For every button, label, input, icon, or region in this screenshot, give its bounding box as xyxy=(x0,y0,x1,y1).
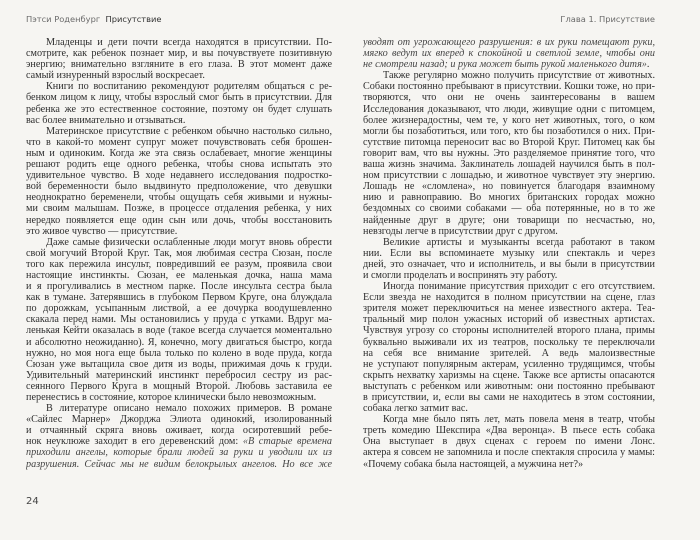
line-text: В литературе описано немало похожих примеров. В романе xyxy=(46,403,332,415)
text-line xyxy=(26,137,332,148)
text-line xyxy=(363,126,655,137)
line-text: решают родить еще одного ребенка, чтобы снова испытать это xyxy=(26,159,332,171)
text-line xyxy=(363,226,655,237)
line-text: по дорожкам, усыпанным листвой, а ее дочурка воодушевленно xyxy=(26,303,332,315)
line-text: невзгоды легче в присутствии друг с другом. xyxy=(363,225,558,237)
text-line xyxy=(363,447,655,458)
text-line xyxy=(363,59,655,70)
line-text: найденные друг в друге; они товарищи по несчастью, но, xyxy=(363,214,655,226)
line-text: тральный мир полон ужасных историй об известных артистах. xyxy=(363,314,655,326)
text-line xyxy=(26,70,332,81)
text-line xyxy=(363,281,655,292)
line-text: Собаки постоянно пребывают в присутствии. Кошки тоже, но при- xyxy=(363,81,655,93)
line-text: говорит вам, что вы нужны. Это разделяемое принятие того, что xyxy=(363,147,655,159)
text-line xyxy=(26,348,332,359)
text-line xyxy=(363,370,655,381)
text-line xyxy=(363,292,655,303)
line-text: собака легко затмит вас. xyxy=(363,403,468,415)
text-line xyxy=(26,159,332,170)
text-line xyxy=(363,81,655,92)
quote-text: разрушения. Сейчас мы не видим белокрылых ангелов. Но все же xyxy=(26,458,332,470)
text-line xyxy=(26,259,332,270)
line-text: Она выступает в двух сценах с героем по имени Лонс. xyxy=(363,436,655,448)
text-line xyxy=(26,337,332,348)
text-line xyxy=(26,170,332,181)
running-header-left xyxy=(26,14,161,24)
text-line xyxy=(26,459,332,470)
text-line xyxy=(363,37,655,48)
line-text: как в тумане. Затерявшись в глубоком Первом Круге, она блуждала xyxy=(26,292,332,304)
line-text: ми своим малышам. Позже, в процессе отдаления ребенка, у них xyxy=(26,203,332,215)
text-line xyxy=(26,237,332,248)
line-text: и отчаянный скряга вновь оживает, когда осиротевший ребе- xyxy=(26,425,332,437)
text-line xyxy=(363,192,655,203)
line-text: и абсолютно неожиданно). Я, конечно, могу двигаться быстро, когда xyxy=(26,336,332,348)
line-text: нии. Если вы вспоминаете музыку или спектакль и через xyxy=(363,247,655,259)
text-line xyxy=(26,148,332,159)
line-text: треть комедию Шекспира «Два веронца». В пьесе есть собака xyxy=(363,425,655,437)
text-line xyxy=(363,403,655,414)
text-line xyxy=(363,348,655,359)
line-text: Материнское присутствие с ребенком обычно настолько сильно, xyxy=(46,125,332,137)
text-line xyxy=(363,92,655,103)
text-line xyxy=(363,104,655,115)
text-line xyxy=(26,81,332,92)
text-line xyxy=(363,170,655,181)
line-text: Удивительный материнский инстинкт перебросил сестру из рас- xyxy=(26,369,332,381)
line-text: Если звезда не находится в полном присутствии на сцене, глаз xyxy=(363,292,655,304)
left-page-text xyxy=(26,37,332,470)
line-text: Лошадь не «сломлена», но повинуется благодаря взаимному xyxy=(363,181,655,193)
line-text: и смогли проделать и воспринять эту работу. xyxy=(363,269,558,281)
line-text: на себя все внимание зрителей. А ведь малоизвестные xyxy=(363,347,655,359)
text-line xyxy=(363,414,655,425)
line-text: перенестись в состояние, которое клинически было невозможным. xyxy=(26,392,317,403)
text-line xyxy=(363,159,655,170)
text-line xyxy=(26,292,332,303)
text-line xyxy=(26,192,332,203)
text-line xyxy=(363,325,655,336)
line-text: свой могучий Второй Круг. Так, моя любимая сестра Сюзан, после xyxy=(26,247,332,259)
line-text: это живое чувство — присутствие. xyxy=(26,225,178,237)
text-line xyxy=(26,115,332,126)
quote-text: не смотрели назад; и рука может быть рукой маленького дитя» xyxy=(363,59,647,71)
text-line xyxy=(363,337,655,348)
text-line xyxy=(26,270,332,281)
header-book-title: Присутствие xyxy=(105,14,162,24)
text-line xyxy=(26,303,332,314)
line-text: бенком лицом к лицу, чтобы взрослый смог быть в присутствии. Для xyxy=(26,92,332,104)
text-line xyxy=(26,314,332,325)
line-text: бездомных со своими собаками — оба потерянные, но в то же xyxy=(363,203,655,215)
page-number: 24 xyxy=(26,496,39,507)
line-text: Когда мне было пять лет, мать повела меня в театр, чтобы xyxy=(383,414,655,426)
line-text: зрителя может переключиться на менее известного актера. Теа- xyxy=(363,303,655,315)
text-line xyxy=(26,104,332,115)
line-text: более жизнерадостны, чем те, у кого нет животных, того, о ком xyxy=(363,114,655,126)
line-text: ваша жизнь значима. Заклинатель лошадей научился быть в пол- xyxy=(363,159,655,171)
line-text: самый изнуренный взрослый воскресает. xyxy=(26,70,205,82)
line-text: нередко появляется еще один сын или дочь, чтобы восстановить xyxy=(26,214,332,226)
text-line xyxy=(26,325,332,336)
text-line xyxy=(363,303,655,314)
line-text: Сюзан уже вытащила свое дитя из воды, прижимая дочь к груди. xyxy=(26,358,332,370)
text-line xyxy=(26,392,332,403)
text-line xyxy=(26,403,332,414)
text-line xyxy=(26,126,332,137)
line-text-tail: . xyxy=(646,59,650,71)
line-text: в присутствии, и, если вы сами не находитесь в этом состоянии, xyxy=(363,392,655,403)
quote-text: уводят от угрожающего разрушения: в их руки помещают руки, xyxy=(363,37,655,48)
line-text: того как пережила инсульт, повредивший ее разум, проявила свои xyxy=(26,258,332,270)
line-text: удивительное чувство. В ходе недавнего исследования подростко- xyxy=(26,170,332,182)
text-line xyxy=(26,203,332,214)
line-text: «Сайлес Марнер» Джорджа Элиота одинокий, изолированный xyxy=(26,414,332,426)
text-line xyxy=(363,203,655,214)
text-line xyxy=(363,248,655,259)
text-line xyxy=(26,447,332,458)
text-line xyxy=(363,381,655,392)
line-text: нужно, но моя нога еще была только по колено в воде пруда, когда xyxy=(26,347,332,359)
line-text: Также регулярно можно получить присутствие от животных. xyxy=(383,70,655,82)
line-text: могли бы позаботиться, или того, кто бы позаботился о них. При- xyxy=(363,125,655,137)
text-line xyxy=(26,370,332,381)
line-text: творяются, что они не очень заинтересованы в вашем xyxy=(363,92,655,104)
header-author: Пэтси Роденбург xyxy=(26,14,101,24)
text-line xyxy=(26,281,332,292)
line-text: вас более внимательно и отзываться. xyxy=(26,114,186,126)
line-text: скакала перед нами. Мы остановились у пруда с утками. Вдруг ма- xyxy=(26,314,332,326)
quote-text: «В старые времена xyxy=(242,436,332,448)
line-text: неоднократно беременели, чтобы ощущать себя живыми и нужны- xyxy=(26,192,332,204)
line-text: выступать с ребенком или животным: они постоянно пребывают xyxy=(363,380,655,392)
line-text: Чувствуя угрозу со стороны исполнителей второго плана, примы xyxy=(363,325,655,337)
text-line xyxy=(26,37,332,48)
text-line xyxy=(363,137,655,148)
line-text: скрыть нехватку харизмы на сцене. Также все артисты опасаются xyxy=(363,369,655,381)
text-line xyxy=(26,381,332,392)
quote-text: приходили ангелы, которые брали людей за руки и уводили их из xyxy=(26,447,332,459)
text-line xyxy=(26,436,332,447)
line-text: не уступают популярным актерам, усиленно трудящимся, чтобы xyxy=(363,358,655,370)
text-line xyxy=(26,425,332,436)
text-line xyxy=(26,226,332,237)
text-line xyxy=(363,259,655,270)
running-header-right: Глава 1. Присутствие xyxy=(560,14,655,24)
text-line xyxy=(363,70,655,81)
text-line xyxy=(363,436,655,447)
line-text: и я прогуливались в местном парке. После инсульта сестра была xyxy=(26,281,332,293)
line-text: буквально выживали их из театров, поскольку те переключали xyxy=(363,336,655,348)
text-line xyxy=(26,92,332,103)
quote-text: мягко ведут их вперед к спокойной и светлой земле, чтобы они xyxy=(363,48,655,60)
text-line xyxy=(26,59,332,70)
line-text: энергию; внимательно взгляните в его глаза. В этот момент даже xyxy=(26,59,332,71)
text-line xyxy=(363,148,655,159)
text-line xyxy=(363,359,655,370)
line-text: Младенцы и дети почти всегда находятся в присутствии. По- xyxy=(46,37,332,48)
text-line xyxy=(26,359,332,370)
line-text: вой беременности было выдвинуто предположение, что девушки xyxy=(26,181,332,193)
text-line xyxy=(26,414,332,425)
line-text: нок неуклюже заходит в его деревенский дом: xyxy=(26,436,243,448)
text-line xyxy=(363,215,655,226)
line-text: настоящие инстинкты. Сюзан, ее маленькая дочка, наша мама xyxy=(26,269,332,281)
line-text: ленькая Кейти оказалась в воде (такое всегда случается моментально xyxy=(26,325,332,337)
text-line xyxy=(363,425,655,436)
line-text: Иногда понимание присутствия приходит с его отсутствием. xyxy=(383,281,655,293)
line-text: дней, это означает, что и исполнитель, и вы были в присутствии xyxy=(363,258,655,270)
line-text: «Почему собака была настоящей, а мужчина нет?» xyxy=(363,458,584,470)
line-text: сутствие питомца переносит вас во Второй Круг. Питомец как бы xyxy=(363,136,655,148)
line-text: Исследования доказывают, что люди, живущие одни с питомцем, xyxy=(363,103,655,115)
text-line xyxy=(363,115,655,126)
line-text: ребенка же это естественное состояние, поэтому он будет слушать xyxy=(26,103,332,115)
text-line xyxy=(26,181,332,192)
text-line xyxy=(363,392,655,403)
line-text: что в какой-то момент супруг может почувствовать себя брошен- xyxy=(26,136,332,148)
line-text: сеянного Первого Круга в мощный Второй. Любовь заставила ее xyxy=(26,380,332,392)
line-text: ном присутствии с лошадью, и животное чувствует эту энергию. xyxy=(363,170,655,182)
text-line xyxy=(363,237,655,248)
text-line xyxy=(363,48,655,59)
line-text: Книги по воспитанию рекомендуют родителям общаться с ре- xyxy=(46,81,332,93)
text-line xyxy=(26,215,332,226)
line-text: нию и равноправию. Во многих британских городах можно xyxy=(363,192,655,204)
text-line xyxy=(363,270,655,281)
text-line xyxy=(26,48,332,59)
line-text: Даже самые физически ослабленные люди могут вновь обрести xyxy=(46,236,332,248)
right-page xyxy=(350,0,700,540)
text-line xyxy=(363,459,655,470)
right-page-text xyxy=(363,37,655,470)
text-line xyxy=(363,181,655,192)
text-line xyxy=(363,314,655,325)
line-text: актера я совсем не запомнила и после спектакля спросила у мамы: xyxy=(363,447,655,459)
line-text: ным и одиноким. Когда же эта связь ослабевает, многие женщины xyxy=(26,147,332,159)
text-line xyxy=(26,248,332,259)
line-text: Великие артисты и музыканты всегда работают в таком xyxy=(383,236,655,248)
line-text: смотрите, как ребенок познает мир, и вы почувствуете позитивную xyxy=(26,48,332,60)
